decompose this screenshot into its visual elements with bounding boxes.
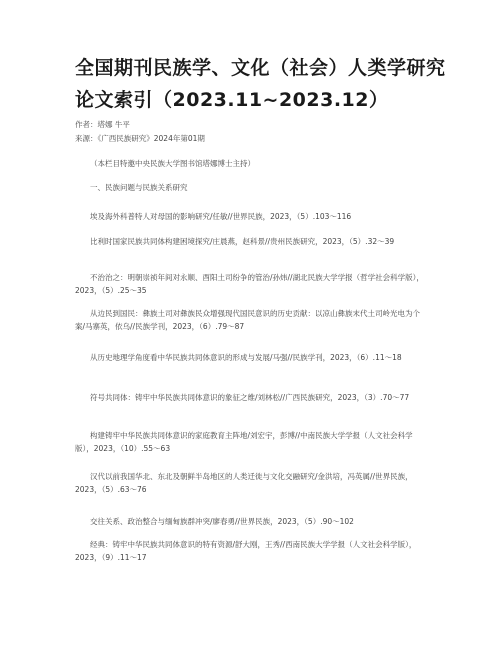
index-entry: 从边民到国民：彝族土司对彝族民众增强现代国民意识的历史贡献：以凉山彝族末代土司岭光电为个案/马寨英，依乌//民族学刊，2023，（6）.79～87: [75, 309, 420, 331]
index-entry: 埃及海外科普特人对母国的影响研究/任敏//世界民族，2023，（5）.103～116: [90, 212, 352, 221]
index-entry: 汉代以前我国华北、东北及朝鲜半岛地区的人类迁徙与文化交融研究/金洪培，冯英属//世界民族，2023，（5）.63～76: [75, 472, 413, 494]
index-entry: 构建铸牢中华民族共同体意识的家庭教育主阵地/刘宏宇，彭博//中南民族大学学报（人文社会科学版），2023，（10）.55～63: [75, 431, 413, 453]
article-title-line-2: 论文索引（2023.11~2023.12）: [75, 89, 389, 111]
index-entry: 不治治之：明朝崇祯年间对永顺、酉阳土司纷争的管治/孙炜//湖北民族大学学报（哲学社会科学版），2023，（5）.25～35: [75, 273, 424, 295]
index-entry: 符号共同体：铸牢中华民族共同体意识的象征之维/刘林松//广西民族研究，2023，（3）.70～77: [90, 393, 410, 402]
article-title-line-1: 全国期刊民族学、文化（社会）人类学研究: [75, 57, 446, 79]
column-note: （本栏目特邀中央民族大学图书馆塔娜博士主持）: [90, 159, 255, 168]
article-author: 作者：塔娜 牛平: [75, 120, 130, 129]
index-entry: 经典：铸牢中华民族共同体意识的特有资源/舒大刚，王秀//西南民族大学学报（人文社会科学版），2023，（9）.11～17: [75, 540, 417, 562]
index-entry: 交往关系、政治整合与缅甸族群冲突/廖春勇//世界民族，2023，（5）.90～102: [90, 517, 354, 526]
section-heading: 一、民族问题与民族关系研究: [90, 183, 188, 192]
index-entry: 从历史地理学角度看中华民族共同体意识的形成与发展/马强//民族学刊，2023，（6）.11～18: [90, 353, 402, 362]
index-entry: 比利时国家民族共同体构建困境探究/庄晨燕，赵科景//贵州民族研究，2023，（5）.32～39: [90, 237, 395, 246]
article-source: 来源：《广西民族研究》2024年第01期: [75, 134, 205, 143]
